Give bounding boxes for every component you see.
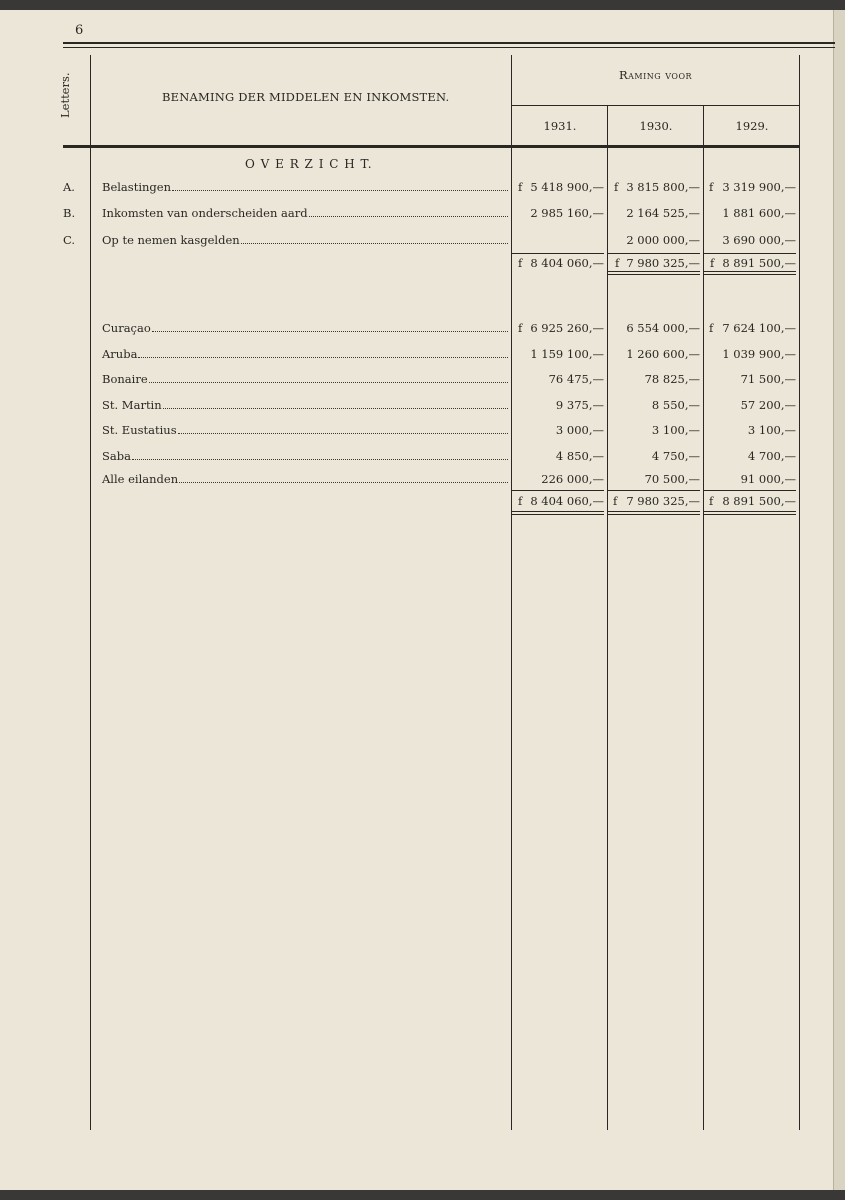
overview-sum-rule-1929: [704, 253, 796, 254]
amount-1931: 76 475,—: [548, 372, 604, 386]
amount-1930: 70 500,—: [644, 472, 700, 486]
row-label-leader: [102, 180, 508, 194]
header-rule: [63, 145, 799, 148]
amount-1929: 71 500,—: [740, 372, 796, 386]
currency-1929: f: [709, 180, 714, 194]
row-label-leader: [102, 321, 508, 335]
row-label: Bonaire: [102, 372, 148, 386]
row-letter: A.: [63, 180, 75, 194]
row-label-leader: [102, 423, 508, 437]
amount-1930: 6 554 000,—: [626, 321, 700, 335]
island-total-currency-1930: f: [613, 494, 618, 508]
letters-column-header: Letters.: [58, 72, 72, 118]
amount-1931: 5 418 900,—: [530, 180, 604, 194]
overview-double-rule-1929b: [704, 274, 796, 275]
amount-1930: 8 550,—: [651, 398, 700, 412]
dot-leader: [163, 408, 508, 409]
row-label-leader: [102, 233, 508, 247]
row-label-leader: [102, 449, 508, 463]
island-double-rule-1929b: [704, 514, 796, 515]
row-label-leader: [102, 206, 508, 220]
amount-1930: 4 750,—: [651, 449, 700, 463]
row-label-leader: [102, 372, 508, 386]
overview-total-1930: 7 980 325,—: [626, 256, 700, 270]
row-label: Curaçao: [102, 321, 151, 335]
island-double-rule-1930b: [608, 514, 700, 515]
amount-1930: 78 825,—: [644, 372, 700, 386]
currency-1931: f: [518, 321, 523, 335]
row-letter: B.: [63, 206, 76, 220]
amount-1931: 1 159 100,—: [530, 347, 604, 361]
overview-total-currency-1929: f: [710, 256, 715, 270]
dot-leader: [309, 216, 508, 217]
amount-1929: 4 700,—: [747, 449, 796, 463]
island-double-rule-1931a: [512, 511, 604, 512]
amount-1929: 1 881 600,—: [722, 206, 796, 220]
adjacent-page-edge: [833, 10, 845, 1190]
amount-1930: 2 000 000,—: [626, 233, 700, 247]
amount-1929: 91 000,—: [740, 472, 796, 486]
amount-1930: 2 164 525,—: [626, 206, 700, 220]
amount-1931: 3 000,—: [555, 423, 604, 437]
overview-total-currency-1930: f: [615, 256, 620, 270]
dot-leader: [149, 382, 508, 383]
amount-1930: 1 260 600,—: [626, 347, 700, 361]
overview-double-rule-1930a: [608, 271, 700, 272]
amount-1930: 3 100,—: [651, 423, 700, 437]
row-label: Belastingen: [102, 180, 171, 194]
island-total-currency-1931: f: [518, 494, 523, 508]
amount-1929: 1 039 900,—: [722, 347, 796, 361]
island-double-rule-1929a: [704, 511, 796, 512]
amount-1929: 57 200,—: [740, 398, 796, 412]
dot-leader: [132, 459, 508, 460]
amount-1931: 2 985 160,—: [530, 206, 604, 220]
amount-1931: 226 000,—: [541, 472, 604, 486]
row-label: St. Martin: [102, 398, 162, 412]
row-label: St. Eustatius: [102, 423, 177, 437]
raming-voor-header: Raming voor: [618, 68, 693, 82]
top-rule: [63, 42, 835, 44]
overview-double-rule-1929a: [704, 271, 796, 272]
amount-1929: 3 100,—: [747, 423, 796, 437]
letters-column-rule: [90, 55, 91, 1130]
amount-1929: 3 319 900,—: [722, 180, 796, 194]
overview-sum-rule-1930: [608, 253, 700, 254]
amount-1931: 9 375,—: [555, 398, 604, 412]
row-label: Aruba: [102, 347, 138, 361]
raming-subrule: [512, 105, 799, 106]
island-total-currency-1929: f: [709, 494, 714, 508]
amount-1929: 7 624 100,—: [722, 321, 796, 335]
overview-total-currency-1931: f: [518, 256, 523, 270]
island-sum-rule-1929: [704, 490, 796, 491]
year-header-1929: 1929.: [735, 119, 769, 133]
overview-total-1929: 8 891 500,—: [722, 256, 796, 270]
amount-1929: 3 690 000,—: [722, 233, 796, 247]
dot-leader: [241, 243, 508, 244]
island-total-1929: 8 891 500,—: [722, 494, 796, 508]
island-total-1930: 7 980 325,—: [626, 494, 700, 508]
row-letter: C.: [63, 233, 76, 247]
row-label: Op te nemen kasgelden: [102, 233, 240, 247]
table-title: BENAMING DER MIDDELEN EN INKOMSTEN.: [162, 90, 450, 104]
amount-1931: 6 925 260,—: [530, 321, 604, 335]
right-rule: [799, 55, 800, 1130]
dot-leader: [178, 433, 508, 434]
top-rule-thin: [63, 47, 835, 48]
dot-leader: [172, 190, 508, 191]
year-header-1930: 1930.: [639, 119, 673, 133]
island-total-1931: 8 404 060,—: [530, 494, 604, 508]
year-header-1931: 1931.: [543, 119, 577, 133]
dot-leader: [152, 331, 508, 332]
overview-sum-rule-1931: [512, 253, 604, 254]
row-label-leader: [102, 347, 508, 361]
overview-heading: O V E R Z I C H T.: [245, 157, 373, 171]
amount-1930: 3 815 800,—: [626, 180, 700, 194]
island-double-rule-1930a: [608, 511, 700, 512]
row-label: Saba: [102, 449, 131, 463]
island-double-rule-1931b: [512, 514, 604, 515]
row-label: Inkomsten van onderscheiden aard: [102, 206, 308, 220]
currency-1930: f: [614, 180, 619, 194]
row-label-leader: [102, 472, 508, 486]
island-sum-rule-1930: [608, 490, 700, 491]
dot-leader: [138, 357, 508, 358]
row-label: Alle eilanden: [102, 472, 179, 486]
overview-double-rule-1930b: [608, 274, 700, 275]
currency-1931: f: [518, 180, 523, 194]
overview-total-1931: 8 404 060,—: [530, 256, 604, 270]
page-number: 6: [75, 23, 84, 38]
amount-1931: 4 850,—: [555, 449, 604, 463]
currency-1929: f: [709, 321, 714, 335]
dot-leader: [179, 482, 508, 483]
island-sum-rule-1931: [512, 490, 604, 491]
row-label-leader: [102, 398, 508, 412]
